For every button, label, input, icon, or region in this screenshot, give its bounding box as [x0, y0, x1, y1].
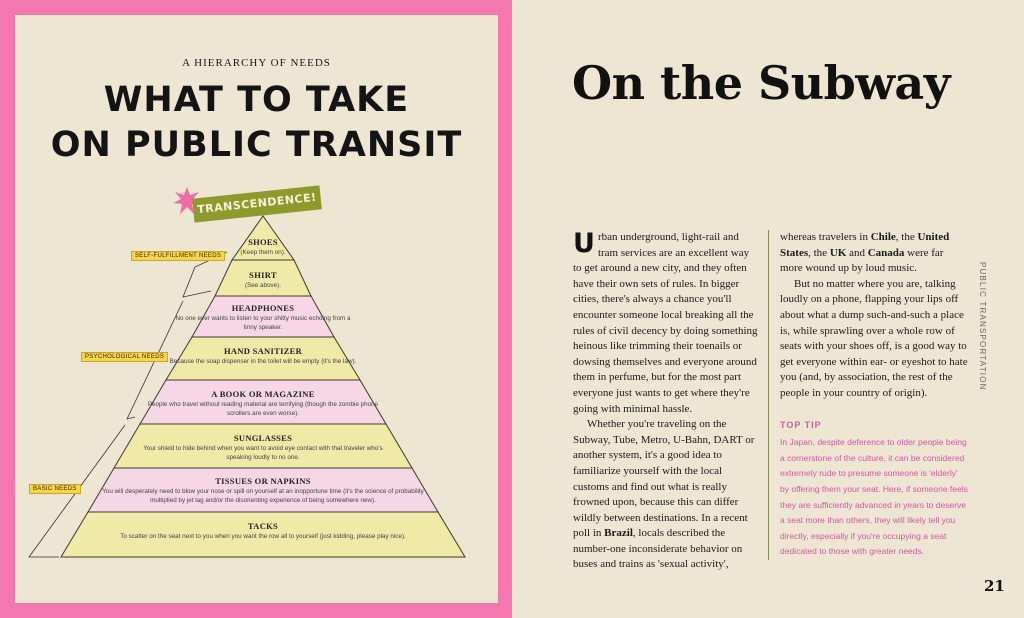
level-desc: (Keep them on). — [240, 249, 286, 256]
country-us: United States — [780, 231, 950, 259]
section-tab: PUBLIC TRANSPORTATION — [978, 262, 987, 391]
tag-self-fulfillment-needs: SELF-FULFILLMENT NEEDS — [131, 251, 225, 261]
body-column-1 — [573, 230, 759, 573]
level-name: HAND SANITIZER — [223, 346, 303, 356]
page-number: 21 — [984, 577, 1005, 595]
level-sunglasses — [138, 433, 388, 462]
level-desc: People who travel without reading material are terrifying (though the zombie phone scrollers are even worse). — [147, 401, 379, 417]
level-desc: Because the soap dispenser in the toilet will be empty (it's the law). — [169, 358, 357, 365]
kicker: A HIERARCHY OF NEEDS — [182, 57, 331, 69]
level-desc: (See above). — [244, 282, 282, 289]
level-hand-sanitizer — [163, 346, 363, 367]
level-name: TISSUES OR NAPKINS — [215, 476, 311, 486]
level-name: HEADPHONES — [231, 303, 295, 313]
level-desc: Your shield to hide behind when you want to avoid eye contact with that traveler who's speaking loudly to no one. — [143, 445, 383, 461]
level-name: SHIRT — [249, 270, 277, 280]
paragraph — [573, 417, 759, 573]
paragraph — [573, 230, 759, 417]
paragraph — [780, 230, 968, 277]
paragraph-text: and — [846, 246, 868, 259]
level-headphones — [173, 303, 353, 332]
paragraph-text: whereas travelers in — [780, 231, 871, 243]
paragraph-text: , locals described the number-one inconsiderate behavior on buses and trains as 'sexual activity', — [573, 527, 743, 571]
level-book-or-magazine — [143, 389, 383, 418]
level-shoes — [223, 237, 303, 258]
level-name: SHOES — [248, 237, 278, 247]
level-shirt — [213, 270, 313, 291]
level-desc: You will desperately need to blow your nose or spill on yourself at an inopportune time (it's the science of probability multiplied by jet lag and/or the disorienting experience of being somewhere new). — [102, 488, 424, 504]
level-tissues-or-napkins — [91, 476, 435, 505]
top-tip-box — [780, 418, 968, 560]
paragraph-text: rban underground, light-rail and tram services are an excellent way to get around a new city, and they often have their own sets of rules. In bigger cities, there's always a chance you'll encounter someone local breaking all the rules of civil decency by doing something heinous like trimming their toenails or dowsing themselves and everyone around them in perfume, but for the most part everyone just wants to get where they're going with minimal hassle. — [573, 231, 758, 415]
country-chile: Chile — [870, 231, 896, 243]
country-brazil: Brazil — [604, 527, 633, 540]
paragraph-text: were far more wound up by loud music. — [780, 246, 944, 275]
level-desc: No one ever wants to listen to your shitty music echoing from a tinny speaker. — [175, 315, 351, 331]
column-divider — [768, 230, 769, 560]
level-name: SUNGLASSES — [233, 433, 293, 443]
right-page — [512, 0, 1024, 618]
transcendence-banner: TRANSCENDENCE! — [192, 185, 322, 222]
top-tip-body: In Japan, despite deference to older people being a cornerstone of the culture, it can be considered extremely rude to presume someone is 'elderly' by offering them your seat. Here, if someone feels they are sufficiently advanced in years to deserve a seat more than others, they will likely tell you directly, especially if you're occupying a seat dedicated to those with greater needs. — [780, 437, 968, 557]
chapter-title: On the Subway — [572, 56, 950, 110]
top-tip-heading: TOP TIP — [780, 419, 822, 430]
level-desc: To scatter on the seat next to you when you want the row all to yourself (just kidding, please play nice). — [120, 533, 406, 540]
page-title-line-1: WHAT TO TAKE — [103, 80, 410, 120]
level-tacks — [113, 521, 413, 542]
level-name: TACKS — [247, 521, 279, 531]
paragraph-text: , the — [808, 246, 830, 259]
drop-cap: U — [573, 228, 595, 259]
page-title-line-2: ON PUBLIC TRANSIT — [50, 125, 463, 165]
tag-psychological-needs: PSYCHOLOGICAL NEEDS — [81, 352, 168, 362]
tag-basic-needs: BASIC NEEDS — [29, 484, 81, 494]
paragraph-text: Whether you're traveling on the Subway, Tube, Metro, U-Bahn, DART or another system, it's a good idea to familiarize yourself with the local customs and find out what is really frowned upon, because this can differ wildly between destinations. In a recent poll in — [573, 418, 755, 540]
country-uk: UK — [829, 246, 847, 259]
left-page — [15, 15, 498, 603]
paragraph-text: , the — [895, 231, 918, 243]
paragraph: But no matter where you are, talking loudly on a phone, flapping your lips off about what a dump such-and-such a place is, while sprawling over a whole row of seats with your shoes off, is a good way to get everyone within ear- or eyeshot to hate you (and, by association, the rest of the people in your country of origin). — [780, 277, 968, 399]
body-column-2 — [780, 230, 968, 560]
country-canada: Canada — [867, 246, 905, 259]
level-name: A BOOK OR MAGAZINE — [211, 389, 315, 399]
